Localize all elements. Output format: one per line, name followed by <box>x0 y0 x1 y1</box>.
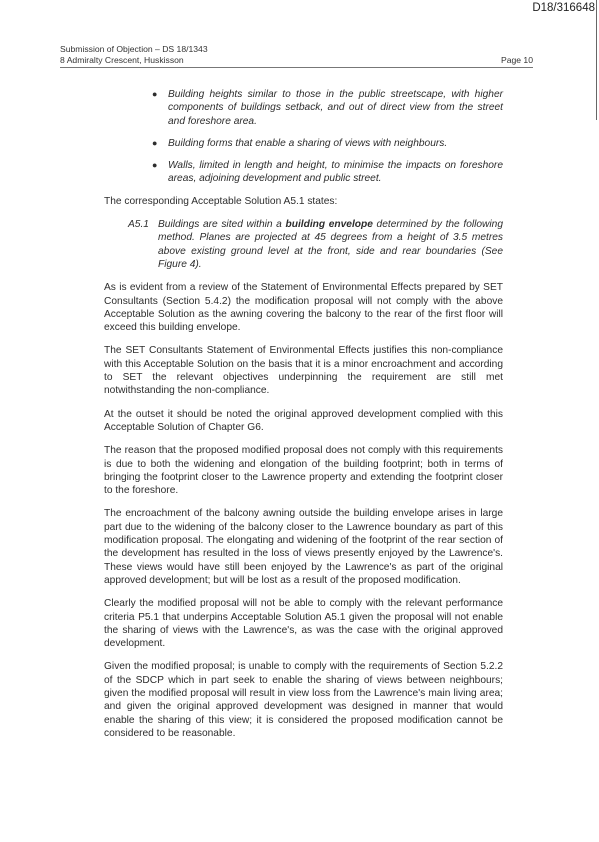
list-item-text: Building forms that enable a sharing of views with neighbours. <box>168 137 448 149</box>
paragraph: The reason that the proposed modified proposal does not comply with this requirements is due to both the widening and elongation of the building footprint; both in terms of bringing the footprint closer to the Lawrence property and extending the footprint closer to the foreshore. <box>104 445 503 497</box>
paragraph: At the outset it should be noted the original approved development complied with this Acceptable Solution of Chapter G6. <box>104 408 503 433</box>
list-item <box>152 88 503 128</box>
bullet-icon: ● <box>152 89 158 99</box>
paragraph: Given the modified proposal; is unable to comply with the requirements of Section 5.2.2 of the SDCP which in part seek to enable the sharing of views between neighbours; given the modified proposal will result in view loss from the Lawrence's main living area; and given the original approved development was designed in manner that would enable the sharing of this view; it is considered the proposed modification cannot be considered to be reasonable. <box>104 661 503 739</box>
paragraph: Clearly the modified proposal will not be able to comply with the relevant performance criteria P5.1 that underpins Acceptable Solution A5.1 given the proposal will not enable the sharing of views with the Lawrence's, as was the case with the original approved development. <box>104 598 503 650</box>
paragraph: The SET Consultants Statement of Environmental Effects justifies this non-compliance with this Acceptable Solution on the basis that it is a minor encroachment and according to SET the relevant objectives underpinning the requirement are still met notwithstanding the non-compliance. <box>104 345 503 397</box>
page-header <box>60 44 533 68</box>
objectives-list <box>104 88 503 186</box>
paragraph: As is evident from a review of the Statement of Environmental Effects prepared by SET Consultants (Section 5.4.2) the modification proposal will not comply with the above Acceptable Solution as the awning covering the balcony to the rear of the first floor will exceed this building envelope. <box>104 282 503 334</box>
acceptable-solution <box>128 218 503 271</box>
document-reference-number: D18/316648 <box>532 2 595 14</box>
header-title: Submission of Objection – DS 18/1343 <box>60 44 208 54</box>
solution-text <box>158 218 503 271</box>
bullet-icon: ● <box>152 137 158 148</box>
header-divider <box>60 67 533 68</box>
page-number: Page 10 <box>500 55 533 65</box>
list-item <box>152 159 503 186</box>
document-body <box>104 88 503 750</box>
solution-code: A5.1 <box>128 219 149 231</box>
list-item-text: Walls, limited in length and height, to minimise the impacts on foreshore areas, adjoining development and public street. <box>168 160 503 185</box>
intro-paragraph: The corresponding Acceptable Solution A5.1 states: <box>104 195 338 207</box>
header-address: 8 Admiralty Crescent, Huskisson <box>60 55 184 65</box>
scan-edge-line <box>596 0 597 120</box>
solution-bold-term: building envelope <box>285 219 373 231</box>
solution-text-after: determined by the following method. Planes are projected at 45 degrees from a height of 3.5 metres above existing ground level at the front, side and rear boundaries (See Figure 4). <box>158 219 504 270</box>
paragraph: The encroachment of the balcony awning outside the building envelope arises in large part due to the widening of the balcony closer to the Lawrence boundary as part of this modification proposal. The elongating and widening of the footprint of the rear section of the development has resulted in the loss of views presently enjoyed by the Lawrence's. These views would have still been enjoyed by the Lawrence's as part of the original approved development; but will be lost as a result of the proposed modification. <box>104 508 503 586</box>
list-item-text: Building heights similar to those in the public streetscape, with higher components of buildings setback, and out of direct view from the street and foreshore area. <box>168 89 503 127</box>
header-row <box>60 55 533 66</box>
bullet-icon: ● <box>152 160 158 171</box>
list-item <box>152 137 503 150</box>
solution-text-before: Buildings are sited within a <box>158 219 286 231</box>
